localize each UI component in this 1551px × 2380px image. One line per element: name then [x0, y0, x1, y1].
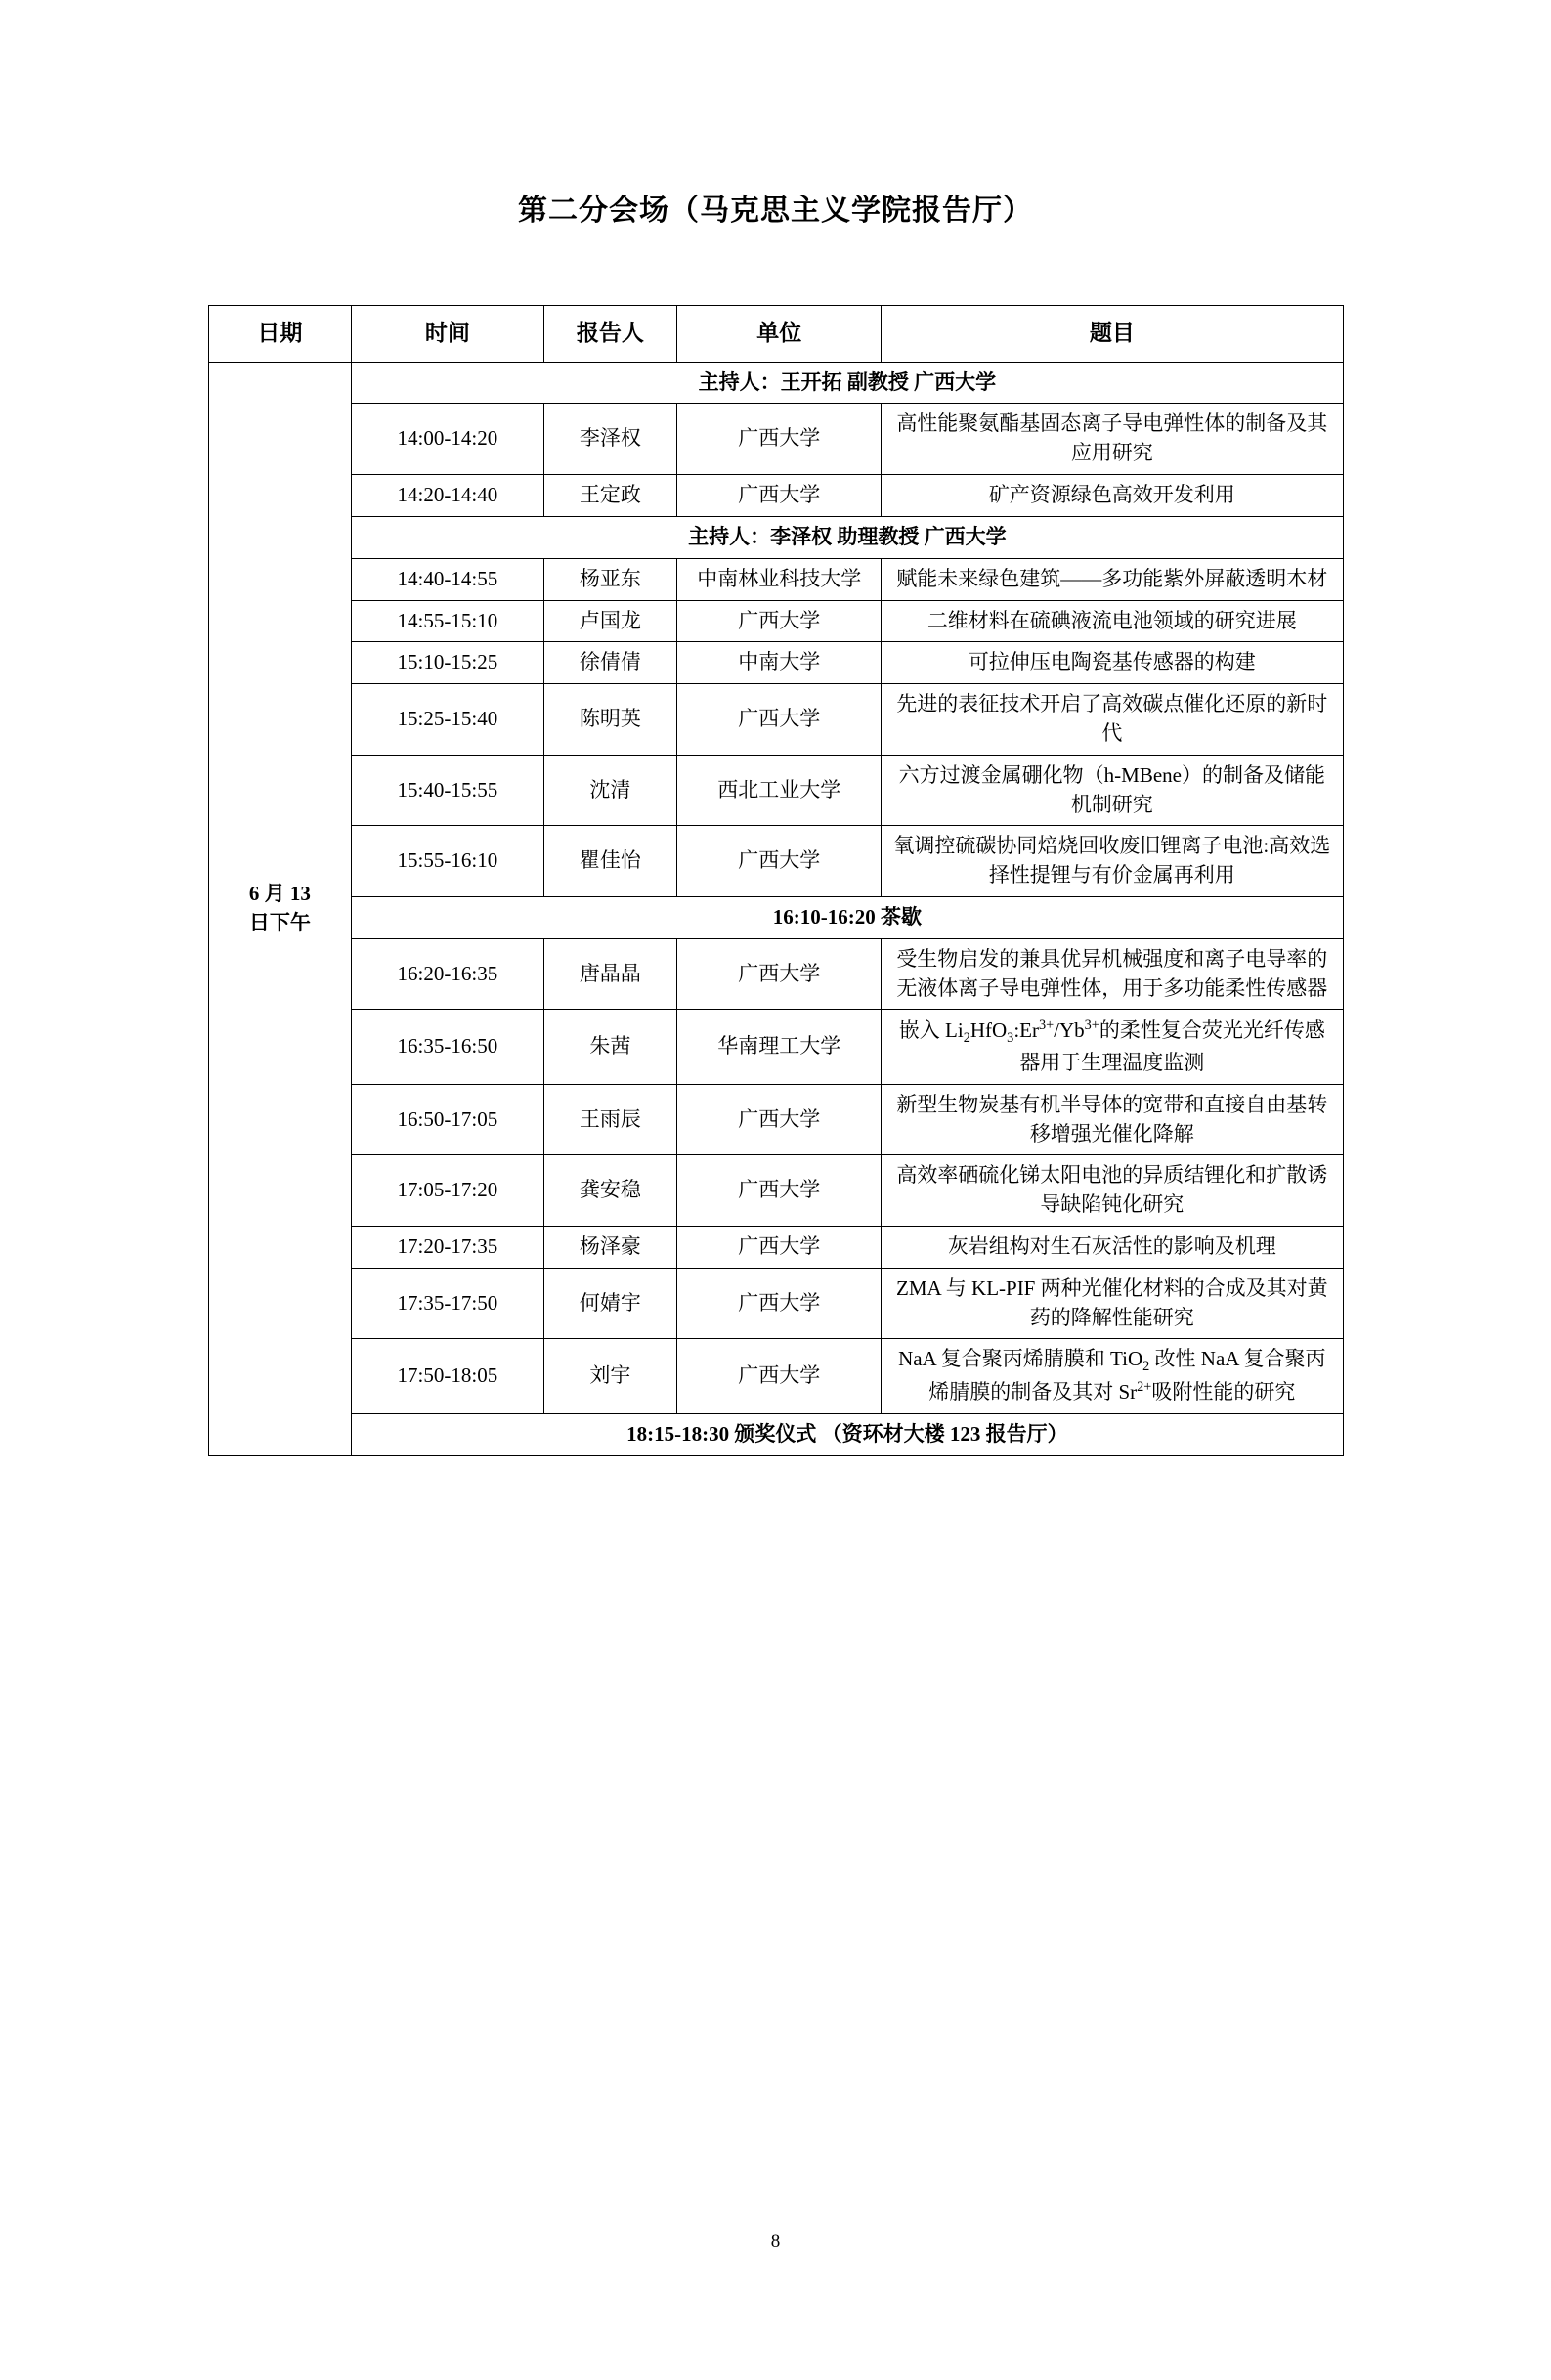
date-line-2: 日下午	[248, 910, 311, 934]
table-row	[208, 684, 1343, 756]
award-ceremony-row	[208, 1413, 1343, 1455]
cell-speaker: 朱茜	[543, 1010, 677, 1084]
document-page	[0, 186, 1551, 2380]
header-speaker: 报告人	[543, 306, 677, 363]
header-time: 时间	[352, 306, 543, 363]
cell-time: 14:00-14:20	[352, 404, 543, 475]
cell-time: 17:35-17:50	[352, 1268, 543, 1339]
cell-speaker: 杨亚东	[543, 558, 677, 600]
cell-organization: 广西大学	[677, 1339, 882, 1413]
cell-time: 15:55-16:10	[352, 826, 543, 897]
tea-break-row	[208, 897, 1343, 939]
table-row	[208, 642, 1343, 684]
table-row	[208, 826, 1343, 897]
page-title: 第二分会场（马克思主义学院报告厅）	[518, 195, 1033, 227]
cell-time: 14:55-15:10	[352, 600, 543, 642]
tea-break-label: 16:10-16:20 茶歇	[352, 897, 1343, 939]
cell-organization: 西北工业大学	[677, 755, 882, 826]
cell-organization: 广西大学	[677, 684, 882, 756]
header-org: 单位	[677, 306, 882, 363]
cell-time: 16:20-16:35	[352, 938, 543, 1010]
date-line-1: 6 月 13	[248, 881, 311, 905]
table-row	[208, 1155, 1343, 1227]
cell-talk-title: 二维材料在硫碘液流电池领域的研究进展	[882, 600, 1343, 642]
cell-speaker: 龚安稳	[543, 1155, 677, 1227]
date-cell	[208, 362, 352, 1455]
cell-talk-title: 六方过渡金属硼化物（h-MBene）的制备及储能机制研究	[882, 755, 1343, 826]
session-host-row	[208, 362, 1343, 404]
table-header-row	[208, 306, 1343, 363]
cell-time: 15:10-15:25	[352, 642, 543, 684]
cell-talk-title: 可拉伸压电陶瓷基传感器的构建	[882, 642, 1343, 684]
table-row	[208, 1339, 1343, 1413]
schedule-table-container	[208, 305, 1344, 1456]
cell-time: 17:20-17:35	[352, 1226, 543, 1268]
cell-talk-title: 矿产资源绿色高效开发利用	[882, 475, 1343, 517]
table-row	[208, 475, 1343, 517]
cell-speaker: 刘宇	[543, 1339, 677, 1413]
table-row	[208, 755, 1343, 826]
cell-time: 17:05-17:20	[352, 1155, 543, 1227]
session-host-label: 主持人：李泽权 助理教授 广西大学	[352, 516, 1343, 558]
cell-speaker: 瞿佳怡	[543, 826, 677, 897]
cell-talk-title: 高效率硒硫化锑太阳电池的异质结锂化和扩散诱导缺陷钝化研究	[882, 1155, 1343, 1227]
session-host-label: 主持人：王开拓 副教授 广西大学	[352, 362, 1343, 404]
cell-speaker: 何婧宇	[543, 1268, 677, 1339]
cell-speaker: 卢国龙	[543, 600, 677, 642]
table-row	[208, 1010, 1343, 1084]
cell-organization: 广西大学	[677, 1084, 882, 1155]
cell-talk-title: 灰岩组构对生石灰活性的影响及机理	[882, 1226, 1343, 1268]
cell-talk-title: ZMA 与 KL-PIF 两种光催化材料的合成及其对黄药的降解性能研究	[882, 1268, 1343, 1339]
table-body	[208, 362, 1343, 1455]
cell-speaker: 王定政	[543, 475, 677, 517]
cell-speaker: 王雨辰	[543, 1084, 677, 1155]
cell-time: 16:35-16:50	[352, 1010, 543, 1084]
cell-speaker: 徐倩倩	[543, 642, 677, 684]
table-row	[208, 1226, 1343, 1268]
header-date: 日期	[208, 306, 352, 363]
cell-talk-title: 新型生物炭基有机半导体的宽带和直接自由基转移增强光催化降解	[882, 1084, 1343, 1155]
cell-organization: 广西大学	[677, 475, 882, 517]
table-row	[208, 600, 1343, 642]
cell-time: 16:50-17:05	[352, 1084, 543, 1155]
header-title: 题目	[882, 306, 1343, 363]
award-ceremony-label: 18:15-18:30 颁奖仪式 （资环材大楼 123 报告厅）	[352, 1413, 1343, 1455]
cell-organization: 中南林业科技大学	[677, 558, 882, 600]
cell-organization: 中南大学	[677, 642, 882, 684]
cell-organization: 广西大学	[677, 826, 882, 897]
cell-speaker: 杨泽豪	[543, 1226, 677, 1268]
cell-talk-title: 赋能未来绿色建筑——多功能紫外屏蔽透明木材	[882, 558, 1343, 600]
cell-talk-title: NaA 复合聚丙烯腈膜和 TiO$_2$ 改性 NaA 复合聚丙烯腈膜的制备及其对 $Sr^{2+}$吸附性能的研究	[882, 1339, 1343, 1413]
cell-organization: 广西大学	[677, 404, 882, 475]
cell-talk-title: 受生物启发的兼具优异机械强度和离子电导率的无液体离子导电弹性体，用于多功能柔性传感器	[882, 938, 1343, 1010]
cell-time: 15:40-15:55	[352, 755, 543, 826]
cell-organization: 华南理工大学	[677, 1010, 882, 1084]
cell-speaker: 陈明英	[543, 684, 677, 756]
page-number: 8	[770, 2231, 781, 2252]
cell-organization: 广西大学	[677, 938, 882, 1010]
cell-talk-title: 氧调控硫碳协同焙烧回收废旧锂离子电池:高效选择性提锂与有价金属再利用	[882, 826, 1343, 897]
cell-talk-title: 先进的表征技术开启了高效碳点催化还原的新时代	[882, 684, 1343, 756]
session-host-row	[208, 516, 1343, 558]
cell-speaker: 唐晶晶	[543, 938, 677, 1010]
cell-speaker: 李泽权	[543, 404, 677, 475]
cell-talk-title: 嵌入 $Li_2HfO_3:Er^{3+}/Yb^{3+}$的柔性复合荧光光纤传感器用于生理温度监测	[882, 1010, 1343, 1084]
cell-talk-title: 高性能聚氨酯基固态离子导电弹性体的制备及其应用研究	[882, 404, 1343, 475]
cell-organization: 广西大学	[677, 1155, 882, 1227]
cell-organization: 广西大学	[677, 1226, 882, 1268]
table-row	[208, 1084, 1343, 1155]
cell-organization: 广西大学	[677, 1268, 882, 1339]
cell-time: 14:20-14:40	[352, 475, 543, 517]
cell-time: 14:40-14:55	[352, 558, 543, 600]
table-header	[208, 306, 1343, 363]
cell-time: 15:25-15:40	[352, 684, 543, 756]
cell-time: 17:50-18:05	[352, 1339, 543, 1413]
schedule-table	[208, 305, 1344, 1456]
cell-speaker: 沈清	[543, 755, 677, 826]
cell-organization: 广西大学	[677, 600, 882, 642]
table-row	[208, 938, 1343, 1010]
table-row	[208, 1268, 1343, 1339]
table-row	[208, 558, 1343, 600]
table-row	[208, 404, 1343, 475]
